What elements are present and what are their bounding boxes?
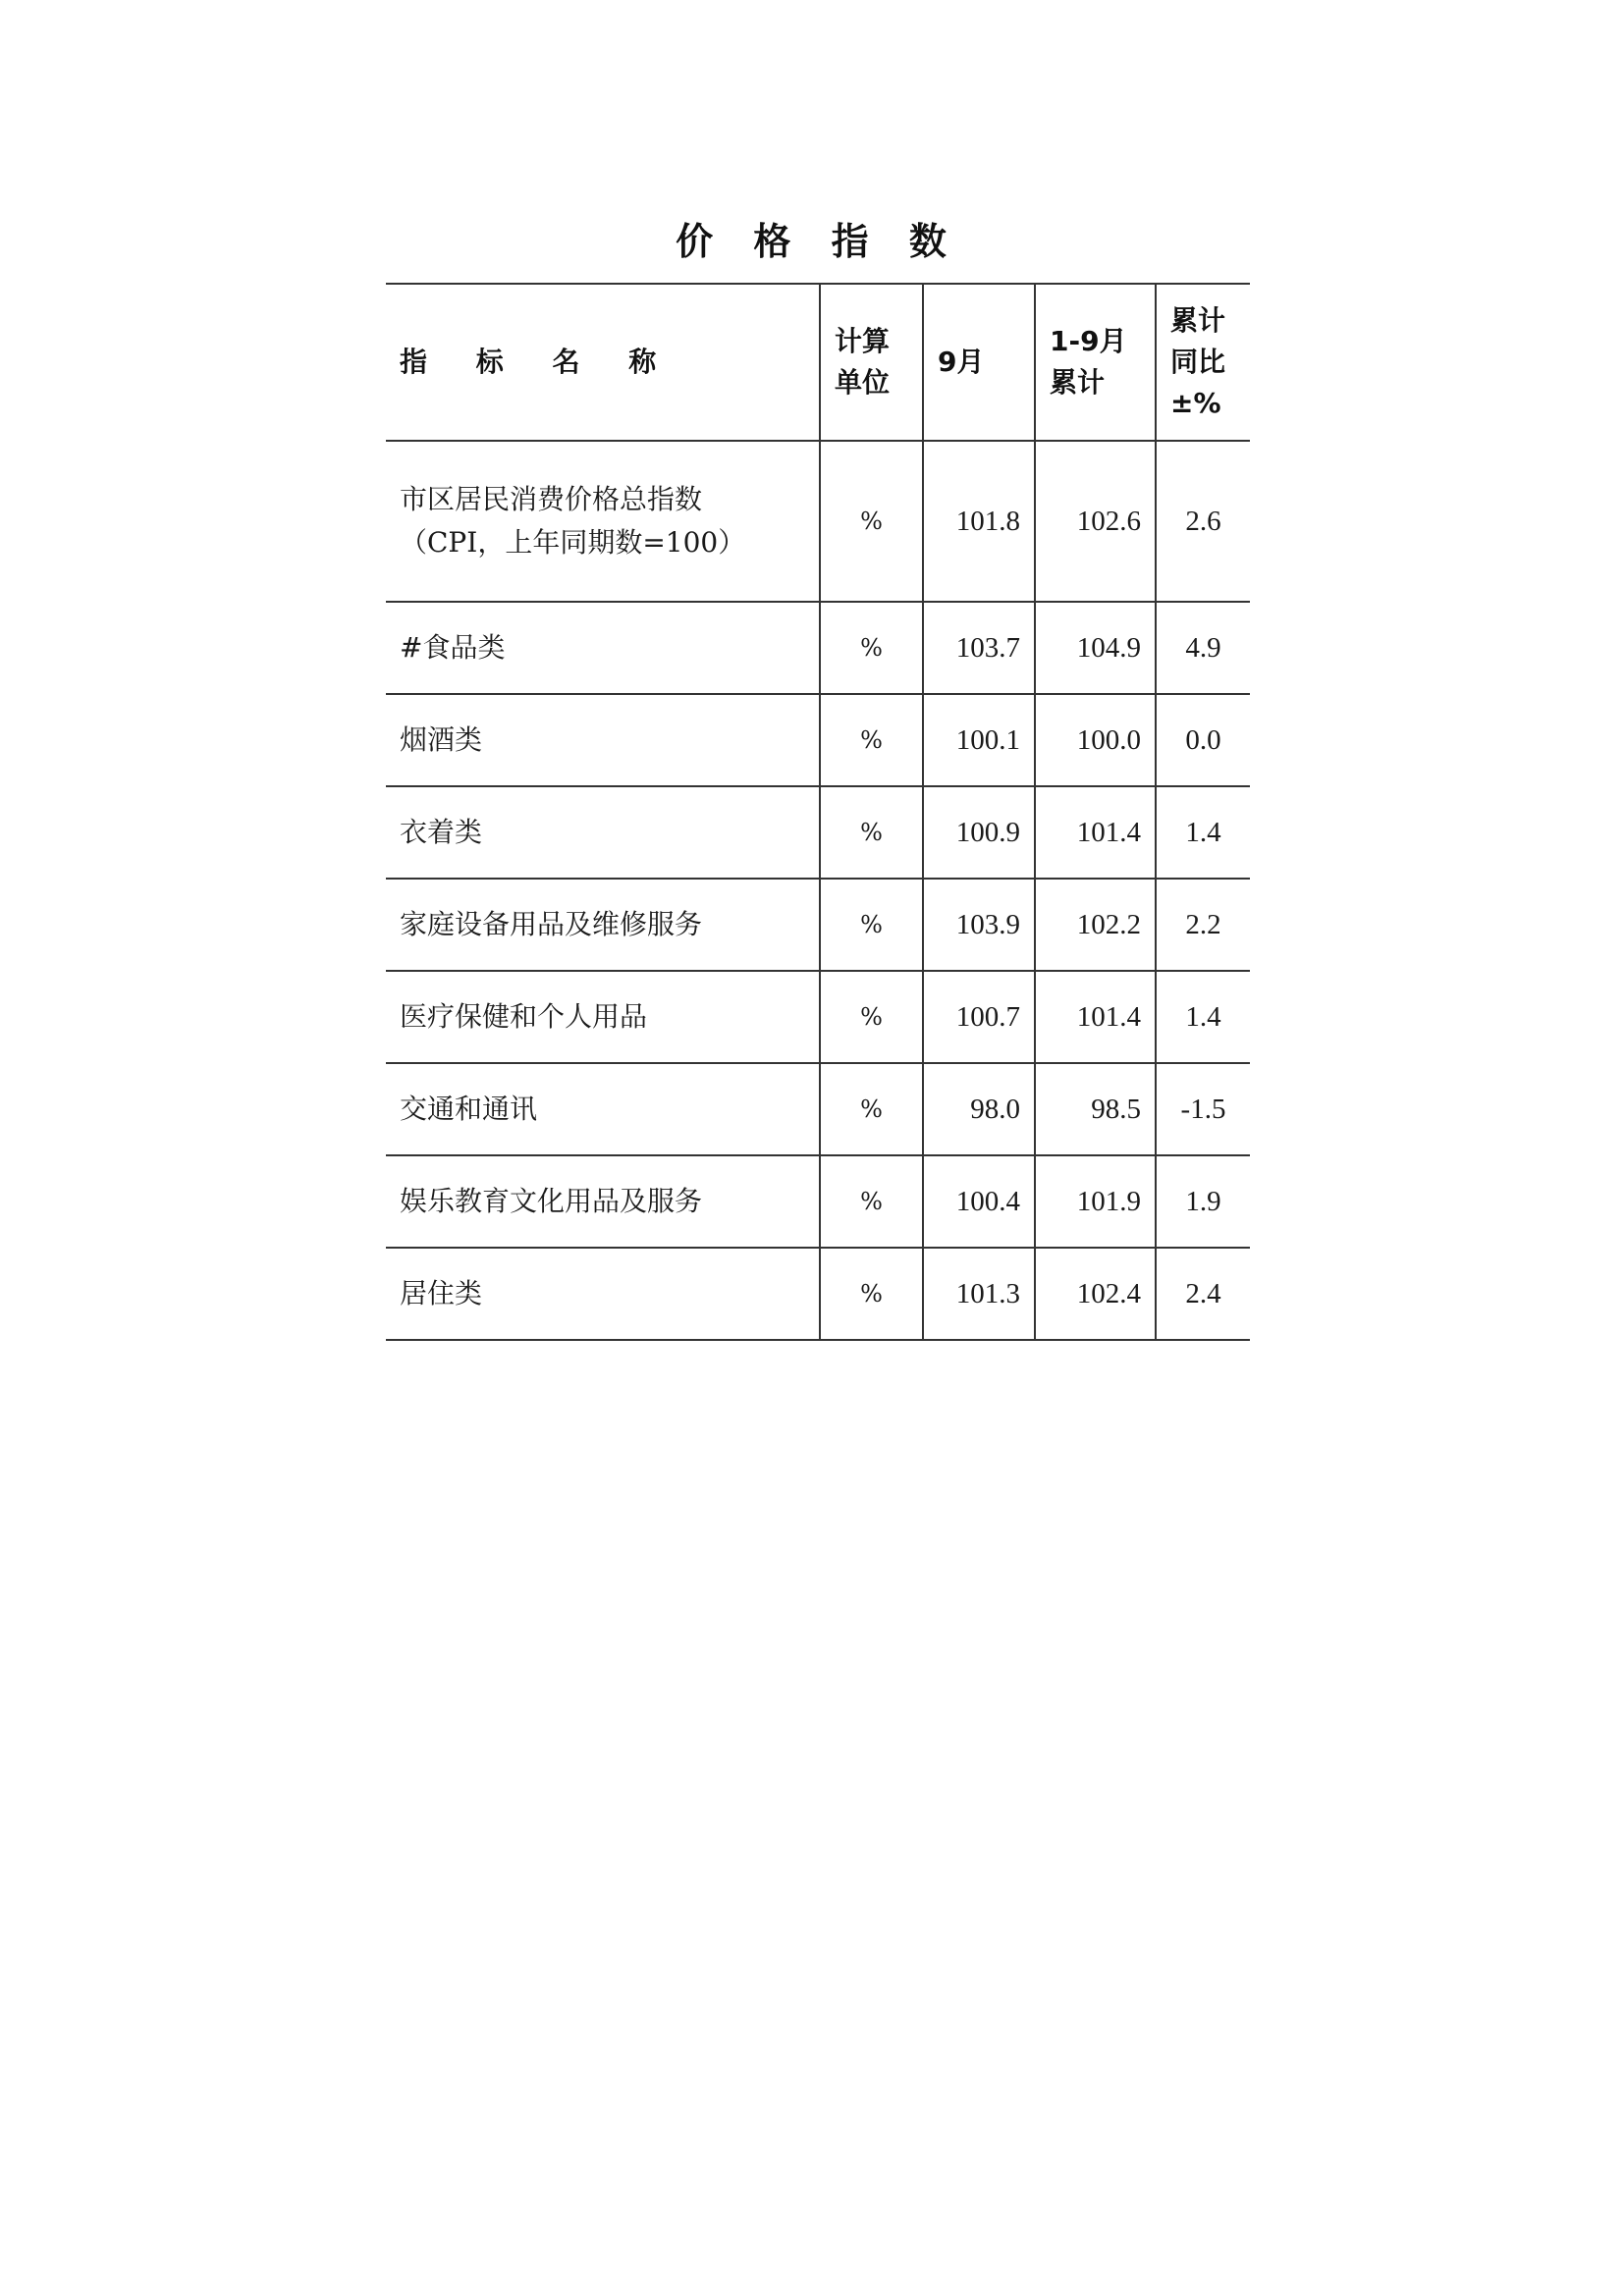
header-cumulative-line2: 累计 [1050,366,1106,399]
row-cumulative-value: 102.2 [1035,879,1156,971]
row-month-value: 101.8 [923,441,1035,602]
header-indicator-name: 指 标 名 称 [386,284,820,441]
row-change-value: 1.4 [1156,971,1250,1063]
row-name: 娱乐教育文化用品及服务 [386,1155,820,1248]
row-unit: % [820,1248,923,1340]
row-name-line1: 市区居民消费价格总指数 [400,483,703,515]
row-name: 衣着类 [386,786,820,879]
row-name-line2: （CPI，上年同期数=100） [400,526,746,559]
row-unit: % [820,602,923,694]
row-month-value: 103.7 [923,602,1035,694]
row-unit: % [820,786,923,879]
row-name: 烟酒类 [386,694,820,786]
price-index-table [386,283,1250,1341]
row-cumulative-value: 101.9 [1035,1155,1156,1248]
header-change [1156,284,1250,441]
row-name: 交通和通讯 [386,1063,820,1155]
table-row [386,602,1250,694]
row-cumulative-value: 102.4 [1035,1248,1156,1340]
row-cumulative-value: 100.0 [1035,694,1156,786]
row-name: #食品类 [386,602,820,694]
row-unit: % [820,879,923,971]
row-unit: % [820,694,923,786]
row-cumulative-value: 101.4 [1035,786,1156,879]
table-row [386,1248,1250,1340]
row-name [386,441,820,602]
page-title: 价 格 指 数 [676,220,960,263]
row-cumulative-value: 101.4 [1035,971,1156,1063]
table-header-row [386,284,1250,441]
row-change-value: 2.6 [1156,441,1250,602]
header-unit [820,284,923,441]
row-month-value: 98.0 [923,1063,1035,1155]
row-cumulative-value: 104.9 [1035,602,1156,694]
row-month-value: 100.4 [923,1155,1035,1248]
table-row [386,971,1250,1063]
header-change-line2: 同比 [1170,346,1226,378]
header-change-line1: 累计 [1170,304,1226,337]
row-change-value: 4.9 [1156,602,1250,694]
row-change-value: -1.5 [1156,1063,1250,1155]
row-unit: % [820,1155,923,1248]
table-row [386,1155,1250,1248]
row-unit: % [820,441,923,602]
header-cumulative [1035,284,1156,441]
table-row [386,441,1250,602]
row-name: 医疗保健和个人用品 [386,971,820,1063]
row-change-value: 1.9 [1156,1155,1250,1248]
table-row [386,1063,1250,1155]
row-month-value: 100.1 [923,694,1035,786]
row-change-value: 0.0 [1156,694,1250,786]
row-unit: % [820,1063,923,1155]
row-cumulative-value: 102.6 [1035,441,1156,602]
header-unit-line1: 计算 [835,325,891,357]
row-month-value: 101.3 [923,1248,1035,1340]
table-row [386,879,1250,971]
table-row [386,786,1250,879]
row-change-value: 2.4 [1156,1248,1250,1340]
row-month-value: 103.9 [923,879,1035,971]
row-cumulative-value: 98.5 [1035,1063,1156,1155]
row-change-value: 2.2 [1156,879,1250,971]
row-change-value: 1.4 [1156,786,1250,879]
row-name: 居住类 [386,1248,820,1340]
header-change-line3: ±% [1170,387,1221,419]
row-unit: % [820,971,923,1063]
table-row [386,694,1250,786]
row-month-value: 100.9 [923,786,1035,879]
header-unit-line2: 单位 [835,366,891,399]
row-name: 家庭设备用品及维修服务 [386,879,820,971]
header-month: 9月 [923,284,1035,441]
header-cumulative-line1: 1-9月 [1050,325,1127,357]
row-month-value: 100.7 [923,971,1035,1063]
